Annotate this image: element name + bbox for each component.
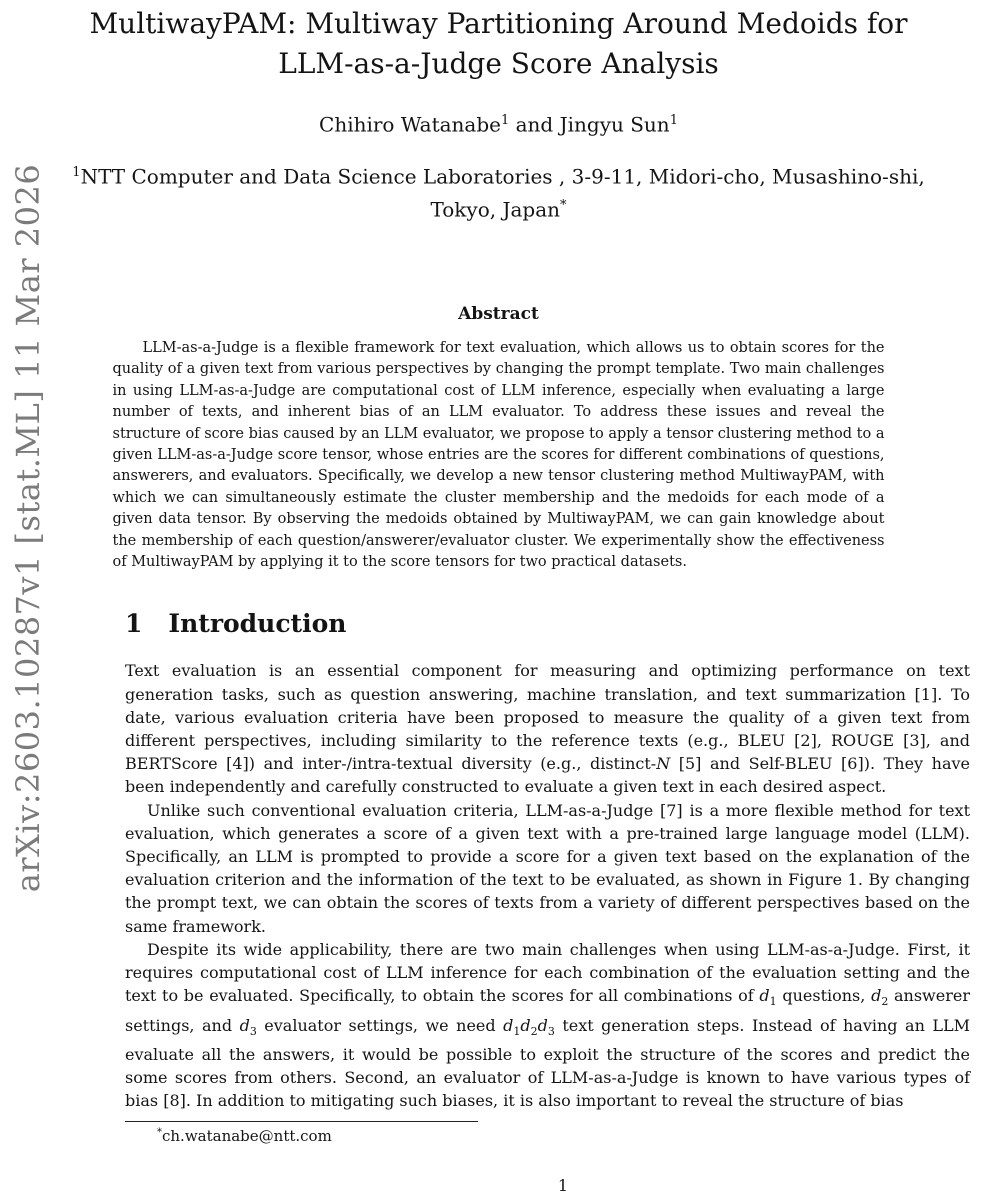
authors-line (0, 109, 997, 137)
math-sub-1: 1 (769, 995, 777, 1009)
affiliation (0, 158, 997, 225)
page-number: 1 (557, 1176, 569, 1195)
section-1-number: 1 (125, 609, 143, 639)
math-sub-d1d2d3-2: 2 (530, 1024, 538, 1038)
intro-paragraph-3-text-1: Despite its wide applicability, there are two main challenges when using LLM-as-a-Judge. First, it requires computational cost of LLM inference for each combination of the evaluation setting and the text to be evaluated. Specifically, to obtain the scores for all combinations of (125, 939, 970, 1006)
intro-paragraph-1 (125, 659, 970, 798)
math-var-N: N (656, 754, 671, 774)
author-2-affmark: 1 (669, 113, 678, 128)
author-1-name: Chihiro Watanabe (319, 112, 501, 137)
section-1-heading (125, 609, 997, 638)
abstract-text: LLM-as-a-Judge is a flexible framework for text evaluation, which allows us to obtain scores for the quality of a given text from various perspectives by changing the prompt template. Two main challenges in using LLM-as-a-Judge are computational cost of LLM inference, especially when evaluating a large number of texts, and inherent bias of an LLM evaluator. To address these issues and reveal the structure of score bias caused by an LLM evaluator, we propose to apply a tensor clustering method to a given LLM-as-a-Judge score tensor, whose entries are the scores for different combinations of questions, answerers, and evaluators. Specifically, we develop a new tensor clustering method MultiwayPAM, with which we can simultaneously estimate the cluster membership and the medoids for each mode of a given data tensor. By observing the medoids obtained by MultiwayPAM, we can gain knowledge about the membership of each question/answerer/evaluator cluster. We experimentally show the effectiveness of MultiwayPAM by applying it to the score tensors for two practical datasets. (112, 339, 885, 571)
intro-paragraph-3 (125, 938, 970, 1113)
intro-paragraph-2-text: Unlike such conventional evaluation criteria, LLM-as-a-Judge [7] is a more flexible method for text evaluation, which generates a score of a given text with a pre-trained large language model (LLM). Specifically, an LLM is prompted to provide a score for a given text based on the explanation of the evaluation criterion and the information of the text to be evaluated, as shown in Figure 1. By changing the prompt text, we can obtain the scores of texts from a variety of different perspectives based on the same framework. (125, 800, 970, 936)
intro-paragraph-3-text-5: text generation steps. Instead of having an LLM evaluate all the answers, it would be possible to exploit the structure of the scores and predict the some scores from others. Second, an evaluator of LLM-as-a-Judge is known to have various types of bias [8]. In addition to mitigating such biases, it is also important to reveal the structure of bias (125, 1015, 970, 1111)
math-var-d3: d (239, 1015, 250, 1035)
math-var-d2: d (871, 986, 882, 1006)
math-var-d1d2d3-b: d (520, 1015, 531, 1035)
footnote-rule (125, 1121, 478, 1122)
math-var-d1d2d3-a: d (503, 1015, 514, 1035)
affiliation-marker: 1 (72, 164, 81, 180)
paper-title (0, 0, 997, 84)
abstract-heading: Abstract (458, 303, 539, 324)
author-1-affmark: 1 (500, 113, 510, 128)
section-1-title: Introduction (168, 609, 347, 639)
paper-title-line-2: LLM-as-a-Judge Score Analysis (278, 47, 719, 80)
authors-separator: and (509, 112, 560, 137)
footnote-mark: * (157, 1127, 162, 1138)
intro-paragraph-1-text: Text evaluation is an essential component for measuring and optimizing performance on text generation tasks, such as question answering, machine translation, and text summarization [1]. To date, various evaluation criteria have been proposed to measure the quality of a given text from different perspectives, including similarity to the reference texts (e.g., BLEU [2], ROUGE [3], and BERTScore [4]) and inter-/intra-textual diversity (e.g., distinct- (125, 661, 970, 774)
arxiv-watermark: arXiv:2603.10287v1 [stat.ML] 11 Mar 2026 (9, 163, 47, 893)
footnote (125, 1127, 970, 1145)
affiliation-line-2-text: Tokyo, Japan (430, 197, 561, 222)
math-sub-2: 2 (881, 995, 889, 1009)
affiliation-line-1 (0, 158, 997, 192)
footnote-block (125, 1121, 970, 1145)
affiliation-line-2 (0, 191, 997, 225)
author-2-name: Jingyu Sun (559, 112, 670, 137)
intro-paragraph-1-text-2: [5] and Self-BLEU [6]). They have been independently and carefully constructed to evaluate a given text in each desired aspect. (125, 754, 970, 797)
math-sub-3: 3 (249, 1024, 257, 1038)
intro-paragraph-2 (125, 799, 970, 938)
math-var-d1: d (759, 986, 770, 1006)
intro-paragraph-3-text-2: questions, (776, 986, 872, 1006)
affiliation-note-mark: * (560, 198, 567, 214)
affiliation-line-1-text: NTT Computer and Data Science Laboratories , 3-9-11, Midori-cho, Musashino-shi, (80, 164, 925, 189)
math-sub-d1d2d3-1: 1 (513, 1024, 521, 1038)
footnote-email: ch.watanabe@ntt.com (162, 1127, 332, 1145)
intro-paragraph-3-text-4: evaluator settings, we need (256, 1015, 504, 1035)
math-var-d1d2d3-c: d (537, 1015, 548, 1035)
math-sub-d1d2d3-3: 3 (547, 1024, 555, 1038)
introduction-body (125, 659, 970, 1112)
paper-title-line-1: MultiwayPAM: Multiway Partitioning Around Medoids for (89, 7, 908, 40)
intro-paragraph-3-text-3: answerer settings, and (125, 986, 970, 1035)
